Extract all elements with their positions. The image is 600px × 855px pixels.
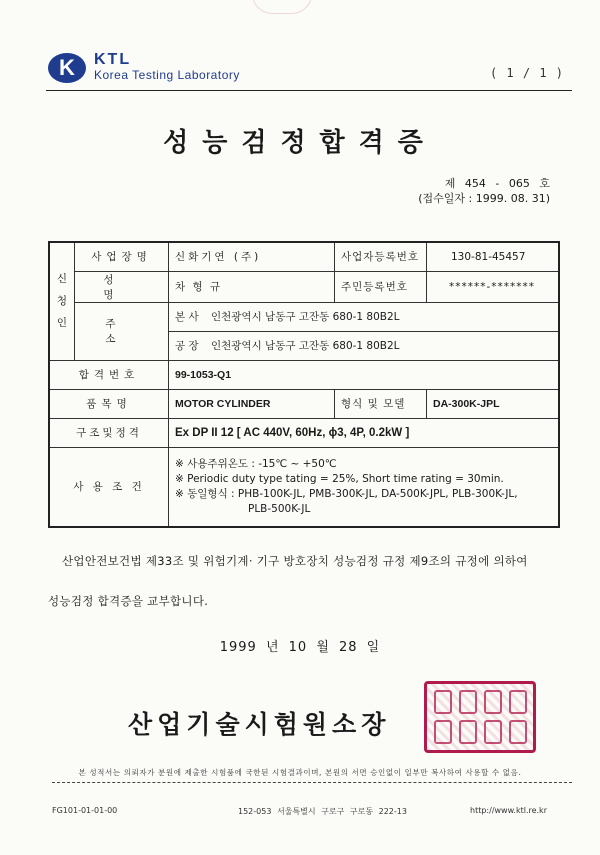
footer-address: 152-053 서울특별시 구로구 구로동 222-13 <box>238 807 407 816</box>
business-reg-label: 사업자등록번호 <box>335 242 427 271</box>
hq-label: 본 사 <box>175 311 199 323</box>
resident-reg-label: 주민등록번호 <box>335 271 427 302</box>
condition-temperature: ※ 사용주위온도 : -15℃ ~ +50℃ <box>175 457 337 470</box>
pass-number-label: 합격번호 <box>49 360 169 389</box>
product-label: 품목명 <box>49 389 169 418</box>
address-label: 주 소 <box>75 302 169 360</box>
factory-label: 공 장 <box>175 340 199 352</box>
name-value: 차 형 규 <box>169 271 335 302</box>
condition-duty: ※ Periodic duty type tating = 25%, Short time rating = 30min. <box>175 472 504 485</box>
resident-reg-value: ******-******* <box>427 271 560 302</box>
model-value: DA-300K-JPL <box>427 389 560 418</box>
form-code: FG101-01-01-00 <box>52 806 118 815</box>
rating-label: 구조및정격 <box>49 418 169 447</box>
pass-number-value: 99-1053-Q1 <box>169 360 560 389</box>
logo-subtitle: Korea Testing Laboratory <box>94 68 240 82</box>
conditions-block <box>169 447 560 527</box>
hq-row <box>169 302 560 331</box>
company-label: 사업장명 <box>75 242 169 271</box>
business-reg-value: 130-81-45457 <box>427 242 560 271</box>
factory-address: 인천광역시 남동구 고잔동 680-1 80B2L <box>211 340 400 352</box>
footer-divider <box>52 782 572 783</box>
hq-address: 인천광역시 남동구 고잔동 680-1 80B2L <box>211 311 400 323</box>
footer-url[interactable]: http://www.ktl.re.kr <box>470 806 547 815</box>
name-label: 성명 <box>75 271 169 302</box>
top-stamp-fragment <box>252 0 312 14</box>
condition-same-types: ※ 동일형식 : PHB-100K-JL, PMB-300K-JL, DA-500K-JPL, PLB-300K-JL, <box>175 487 518 500</box>
official-seal-stamp <box>424 681 536 753</box>
received-date: (접수일자 : 1999. 08. 31) <box>418 192 550 205</box>
page-number: ( 1 / 1 ) <box>489 66 564 80</box>
logo-letter: K <box>59 55 75 80</box>
product-value: MOTOR CYLINDER <box>169 389 335 418</box>
certificate-number-block <box>418 176 550 206</box>
usage-notice: 본 성적서는 의뢰자가 분원에 제출한 시험품에 국한된 시험결과이며, 본원의 서면 승인없이 일부만 복사하여 사용할 수 없음. <box>78 768 522 777</box>
conditions-label: 사 용 조 건 <box>49 447 169 527</box>
issuer-name: 산업기술시험원소장 <box>128 710 391 739</box>
model-label: 형식 및 모델 <box>335 389 427 418</box>
logo-name: KTL <box>94 51 132 68</box>
issue-date: 1999 년 10 월 28 일 <box>219 640 381 655</box>
letterhead <box>48 50 568 90</box>
rating-value: Ex DP II 12 [ AC 440V, 60Hz, ϕ3, 4P, 0.2kW ] <box>169 418 560 447</box>
header-divider <box>46 90 572 91</box>
document-title: 성능검정합격증 <box>163 128 437 158</box>
body-text-line-1: 산업안전보건법 제33조 및 위험기계· 기구 방호장치 성능검정 규정 제9조의 규정에 의하여 <box>62 554 528 568</box>
applicant-section-label: 신 청 인 <box>49 242 75 360</box>
ktl-logo-icon <box>48 53 86 83</box>
company-value: 신화기연 (주) <box>169 242 335 271</box>
body-text-line-2: 성능검정 합격증을 교부합니다. <box>48 594 209 608</box>
certificate-number: 제 454 - 065 호 <box>444 177 550 190</box>
factory-row <box>169 331 560 360</box>
certificate-table <box>48 241 560 528</box>
condition-same-types-cont: PLB-500K-JL <box>248 502 311 515</box>
